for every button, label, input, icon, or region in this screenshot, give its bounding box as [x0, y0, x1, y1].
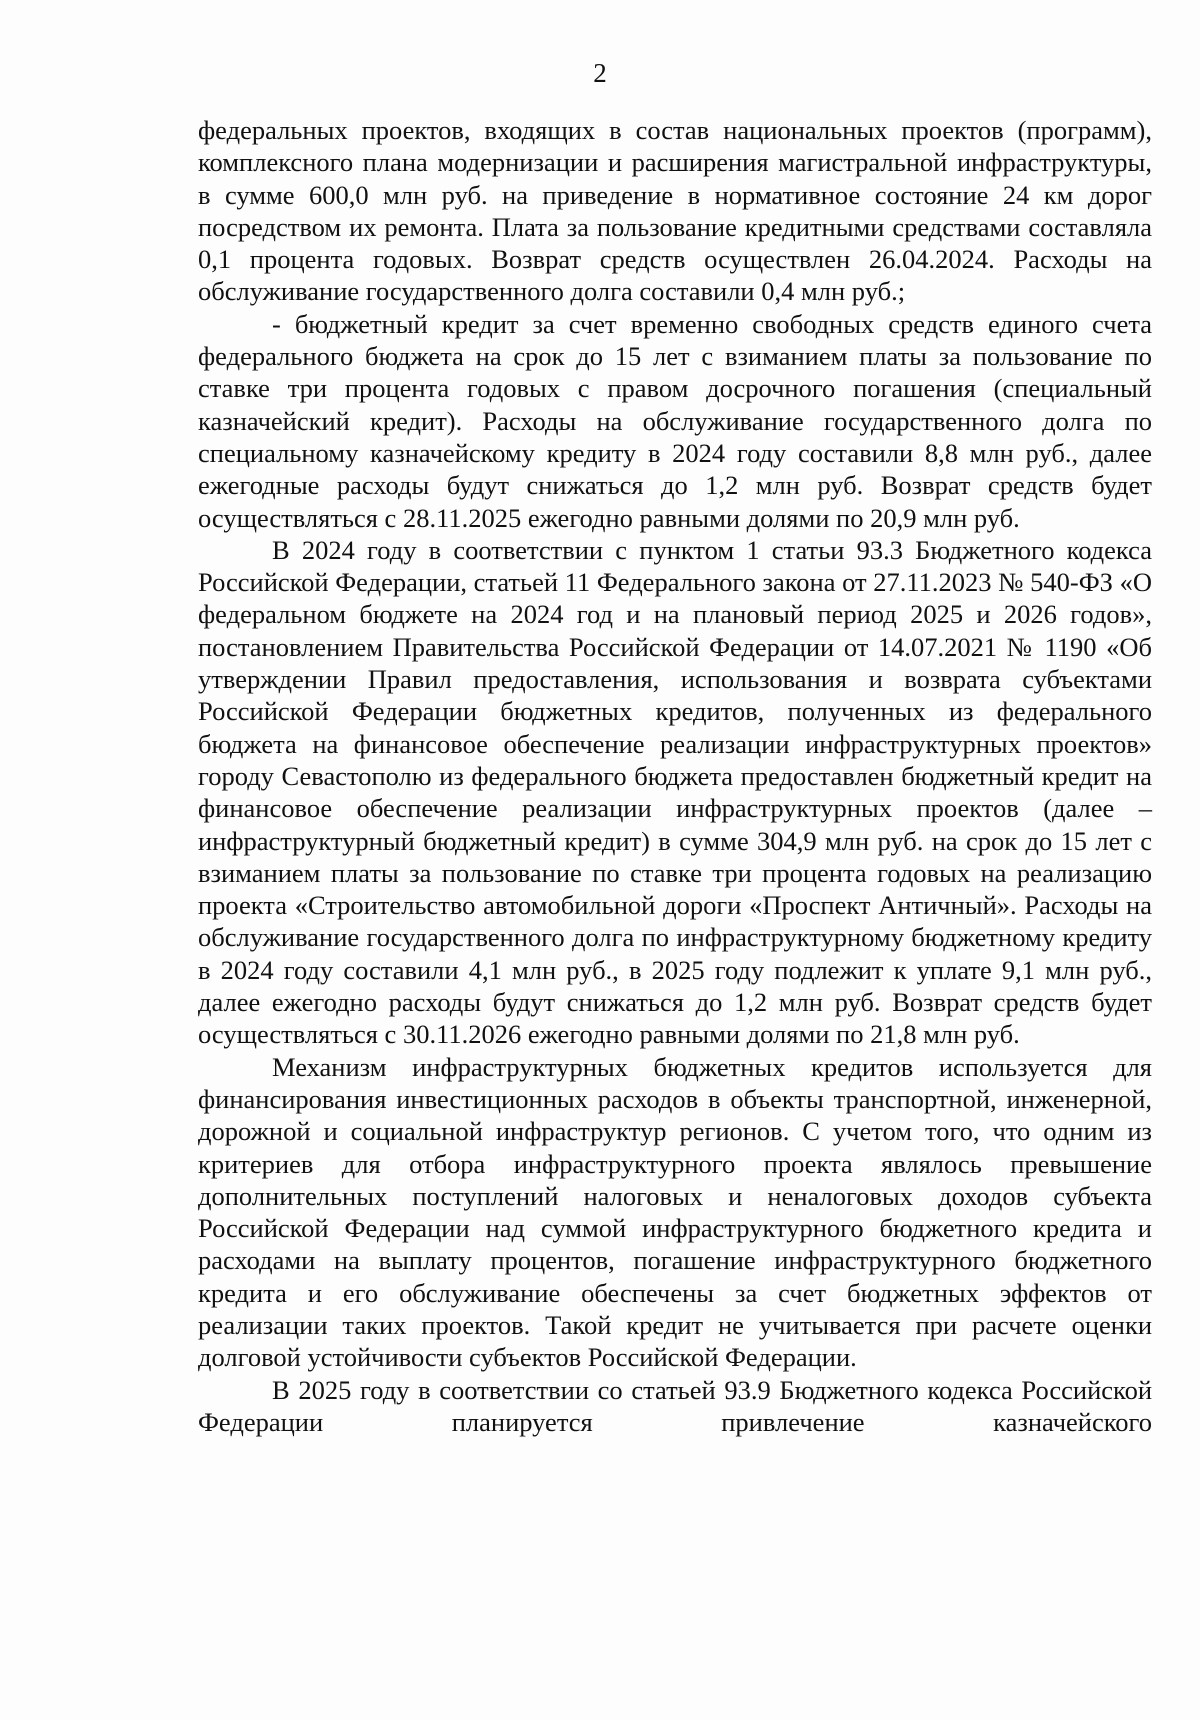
document-body [198, 114, 1152, 1438]
paragraph-special-treasury-credit: - бюджетный кредит за счет временно свободных средств единого счета федерального бюджета на срок до 15 лет с взиманием платы за пользование по ставке три процента годовых с правом досрочного погашения (специальный казначейский кредит). Расходы на обслуживание государственного долга по специальному казначейскому кредиту в 2024 году составили 8,8 млн руб., далее ежегодные расходы будут снижаться до 1,2 млн руб. Возврат средств будет осуществляться с 28.11.2025 ежегодно равными долями по 20,9 млн руб. [198, 308, 1152, 533]
paragraph-credit-mechanism: Механизм инфраструктурных бюджетных кредитов используется для финансирования инвестиционных расходов в объекты транспортной, инженерной, дорожной и социальной инфраструктур регионов. С учетом того, что одним из критериев для отбора инфраструктурного проекта являлось превышение дополнительных поступлений налоговых и неналоговых доходов субъекта Российской Федерации над суммой инфраструктурного бюджетного кредита и расходами на выплату процентов, погашение инфраструктурного бюджетного кредита и его обслуживание обеспечены за счет бюджетных эффектов от реализации таких проектов. Такой кредит не учитывается при расчете оценки долговой устойчивости субъектов Российской Федерации. [198, 1051, 1152, 1373]
paragraph-infrastructure-credit: В 2024 году в соответствии с пунктом 1 статьи 93.3 Бюджетного кодекса Российской Федерации, статьей 11 Федерального закона от 27.11.2023 № 540-ФЗ «О федеральном бюджете на 2024 год и на плановый период 2025 и 2026 годов», постановлением Правительства Российской Федерации от 14.07.2021 № 1190 «Об утверждении Правил предоставления, использования и возврата субъектами Российской Федерации бюджетных кредитов, полученных из федерального бюджета на финансовое обеспечение реализации инфраструктурных проектов» городу Севастополю из федерального бюджета предоставлен бюджетный кредит на финансовое обеспечение реализации инфраструктурных проектов (далее – инфраструктурный бюджетный кредит) в сумме 304,9 млн руб. на срок до 15 лет с взиманием платы за пользование по ставке три процента годовых на реализацию проекта «Строительство автомобильной дороги «Проспект Античный». Расходы на обслуживание государственного долга по инфраструктурному бюджетному кредиту в 2024 году составили 4,1 млн руб., в 2025 году подлежит к уплате 9,1 млн руб., далее ежегодно расходы будут снижаться до 1,2 млн руб. Возврат средств будет осуществляться с 30.11.2026 ежегодно равными долями по 21,8 млн руб. [198, 534, 1152, 1050]
paragraph-2025-plan: В 2025 году в соответствии со статьей 93.9 Бюджетного кодекса Российской Федерации планируется привлечение казначейского [198, 1374, 1152, 1437]
page-number: 2 [593, 58, 607, 88]
paragraph-continuation: федеральных проектов, входящих в состав национальных проектов (программ), комплексного плана модернизации и расширения магистральной инфраструктуры, в сумме 600,0 млн руб. на приведение в нормативное состояние 24 км дорог посредством их ремонта. Плата за пользование кредитными средствами составляла 0,1 процента годовых. Возврат средств осуществлен 26.04.2024. Расходы на обслуживание государственного долга составили 0,4 млн руб.; [198, 115, 1152, 307]
